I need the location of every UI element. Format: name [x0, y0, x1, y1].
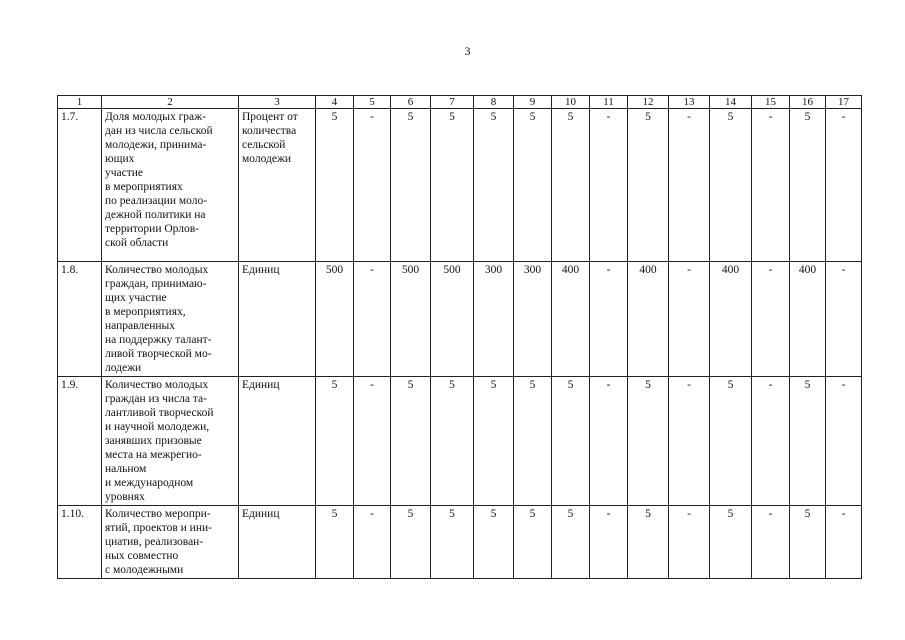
- value-cell-col-14: 400: [710, 262, 752, 377]
- value-cell-col-14: 5: [710, 506, 752, 579]
- value-cell-col-4: 5: [316, 109, 354, 262]
- description-line: ятий, проектов и ини-: [105, 522, 212, 534]
- description-line: Количество молодых: [105, 379, 209, 391]
- value-cell-col-8: 5: [474, 377, 514, 506]
- value-cell-col-16: 5: [790, 109, 826, 262]
- value-cell-col-6: 5: [391, 109, 431, 262]
- value-cell-col-15: -: [752, 377, 790, 506]
- value-cell-col-8: 5: [474, 506, 514, 579]
- description-line: в мероприятиях: [105, 181, 183, 193]
- description-line: ющих: [105, 153, 135, 165]
- value-cell-col-5: -: [354, 262, 391, 377]
- column-header-12: 12: [628, 96, 669, 109]
- description-line: циатив, реализован-: [105, 536, 204, 548]
- description-line: молодежи, принима-: [105, 139, 207, 151]
- column-header-11: 11: [590, 96, 628, 109]
- description-line: территории Орлов-: [105, 223, 199, 235]
- indicator-description: [102, 377, 239, 506]
- value-cell-col-14: 5: [710, 377, 752, 506]
- indicator-description: [102, 506, 239, 579]
- description-line: щих участие: [105, 292, 167, 304]
- row-number: 1.7.: [58, 109, 102, 262]
- column-header-1: 1: [58, 96, 102, 109]
- description-line: участие: [105, 167, 144, 179]
- value-cell-col-12: 5: [628, 506, 669, 579]
- value-cell-col-9: 5: [514, 377, 552, 506]
- value-cell-col-10: 5: [552, 506, 590, 579]
- description-line: Количество меропри-: [105, 508, 211, 520]
- description-line: по реализации моло-: [105, 195, 208, 207]
- description-line: уровнях: [105, 491, 145, 503]
- value-cell-col-6: 500: [391, 262, 431, 377]
- value-cell-col-5: -: [354, 506, 391, 579]
- description-line: дежной политики на: [105, 209, 206, 221]
- unit-of-measure: [239, 262, 316, 377]
- value-cell-col-12: 5: [628, 109, 669, 262]
- value-cell-col-10: 5: [552, 109, 590, 262]
- value-cell-col-11: -: [590, 109, 628, 262]
- column-header-16: 16: [790, 96, 826, 109]
- column-header-14: 14: [710, 96, 752, 109]
- unit-of-measure: [239, 109, 316, 262]
- value-cell-col-11: -: [590, 506, 628, 579]
- description-line: дан из числа сельской: [105, 125, 213, 137]
- value-cell-col-15: -: [752, 506, 790, 579]
- column-header-9: 9: [514, 96, 552, 109]
- value-cell-col-13: -: [669, 506, 710, 579]
- value-cell-col-13: -: [669, 262, 710, 377]
- description-line: направленных: [105, 320, 176, 332]
- value-cell-col-13: -: [669, 377, 710, 506]
- value-cell-col-7: 5: [431, 109, 474, 262]
- description-line: лодежи: [105, 362, 142, 374]
- row-number: 1.10.: [58, 506, 102, 579]
- value-cell-col-17: -: [826, 262, 862, 377]
- unit-of-measure: [239, 506, 316, 579]
- description-line: занявших призовые: [105, 435, 202, 447]
- value-cell-col-15: -: [752, 109, 790, 262]
- unit-line: количества: [242, 125, 297, 137]
- value-cell-col-7: 500: [431, 262, 474, 377]
- value-cell-col-17: -: [826, 506, 862, 579]
- value-cell-col-7: 5: [431, 377, 474, 506]
- description-line: Количество молодых: [105, 264, 209, 276]
- value-cell-col-9: 300: [514, 262, 552, 377]
- description-line: Доля молодых граж-: [105, 111, 206, 123]
- value-cell-col-17: -: [826, 377, 862, 506]
- value-cell-col-17: -: [826, 109, 862, 262]
- description-line: граждан, принимаю-: [105, 278, 207, 290]
- column-header-8: 8: [474, 96, 514, 109]
- value-cell-col-9: 5: [514, 109, 552, 262]
- unit-line: Единиц: [242, 379, 280, 391]
- value-cell-col-10: 400: [552, 262, 590, 377]
- table-row: [58, 109, 862, 262]
- indicator-table: [57, 95, 862, 579]
- description-line: граждан из числа та-: [105, 393, 207, 405]
- value-cell-col-16: 5: [790, 506, 826, 579]
- column-header-17: 17: [826, 96, 862, 109]
- value-cell-col-10: 5: [552, 377, 590, 506]
- value-cell-col-4: 5: [316, 377, 354, 506]
- unit-line: сельской: [242, 139, 286, 151]
- value-cell-col-8: 300: [474, 262, 514, 377]
- value-cell-col-6: 5: [391, 377, 431, 506]
- description-line: и международном: [105, 477, 194, 489]
- unit-line: Единиц: [242, 508, 280, 520]
- description-line: ской области: [105, 237, 169, 249]
- column-header-15: 15: [752, 96, 790, 109]
- column-header-7: 7: [431, 96, 474, 109]
- value-cell-col-8: 5: [474, 109, 514, 262]
- value-cell-col-9: 5: [514, 506, 552, 579]
- description-line: ливой творческой мо-: [105, 348, 212, 360]
- description-line: лантливой творческой: [105, 407, 214, 419]
- value-cell-col-14: 5: [710, 109, 752, 262]
- value-cell-col-16: 400: [790, 262, 826, 377]
- value-cell-col-13: -: [669, 109, 710, 262]
- value-cell-col-7: 5: [431, 506, 474, 579]
- value-cell-col-5: -: [354, 377, 391, 506]
- value-cell-col-16: 5: [790, 377, 826, 506]
- description-line: места на межрегио-: [105, 449, 202, 461]
- unit-line: Процент от: [242, 111, 298, 123]
- page-number: 3: [464, 44, 471, 58]
- value-cell-col-15: -: [752, 262, 790, 377]
- value-cell-col-4: 5: [316, 506, 354, 579]
- value-cell-col-11: -: [590, 377, 628, 506]
- description-line: с молодежными: [105, 564, 184, 576]
- indicator-description: [102, 109, 239, 262]
- table-row: [58, 506, 862, 579]
- indicator-description: [102, 262, 239, 377]
- header-row: [58, 96, 862, 109]
- value-cell-col-11: -: [590, 262, 628, 377]
- row-number: 1.8.: [58, 262, 102, 377]
- column-header-6: 6: [391, 96, 431, 109]
- description-line: ных совместно: [105, 550, 179, 562]
- description-line: и научной молодежи,: [105, 421, 210, 433]
- table-row: [58, 377, 862, 506]
- column-header-5: 5: [354, 96, 391, 109]
- column-header-13: 13: [669, 96, 710, 109]
- table-row: [58, 262, 862, 377]
- column-header-2: 2: [102, 96, 239, 109]
- unit-line: Единиц: [242, 264, 280, 276]
- value-cell-col-5: -: [354, 109, 391, 262]
- row-number: 1.9.: [58, 377, 102, 506]
- value-cell-col-12: 400: [628, 262, 669, 377]
- column-header-3: 3: [239, 96, 316, 109]
- column-header-10: 10: [552, 96, 590, 109]
- value-cell-col-4: 500: [316, 262, 354, 377]
- description-line: нальном: [105, 463, 147, 475]
- column-header-4: 4: [316, 96, 354, 109]
- description-line: на поддержку талант-: [105, 334, 212, 346]
- value-cell-col-12: 5: [628, 377, 669, 506]
- unit-line: молодежи: [242, 153, 292, 165]
- description-line: в мероприятиях,: [105, 306, 186, 318]
- value-cell-col-6: 5: [391, 506, 431, 579]
- unit-of-measure: [239, 377, 316, 506]
